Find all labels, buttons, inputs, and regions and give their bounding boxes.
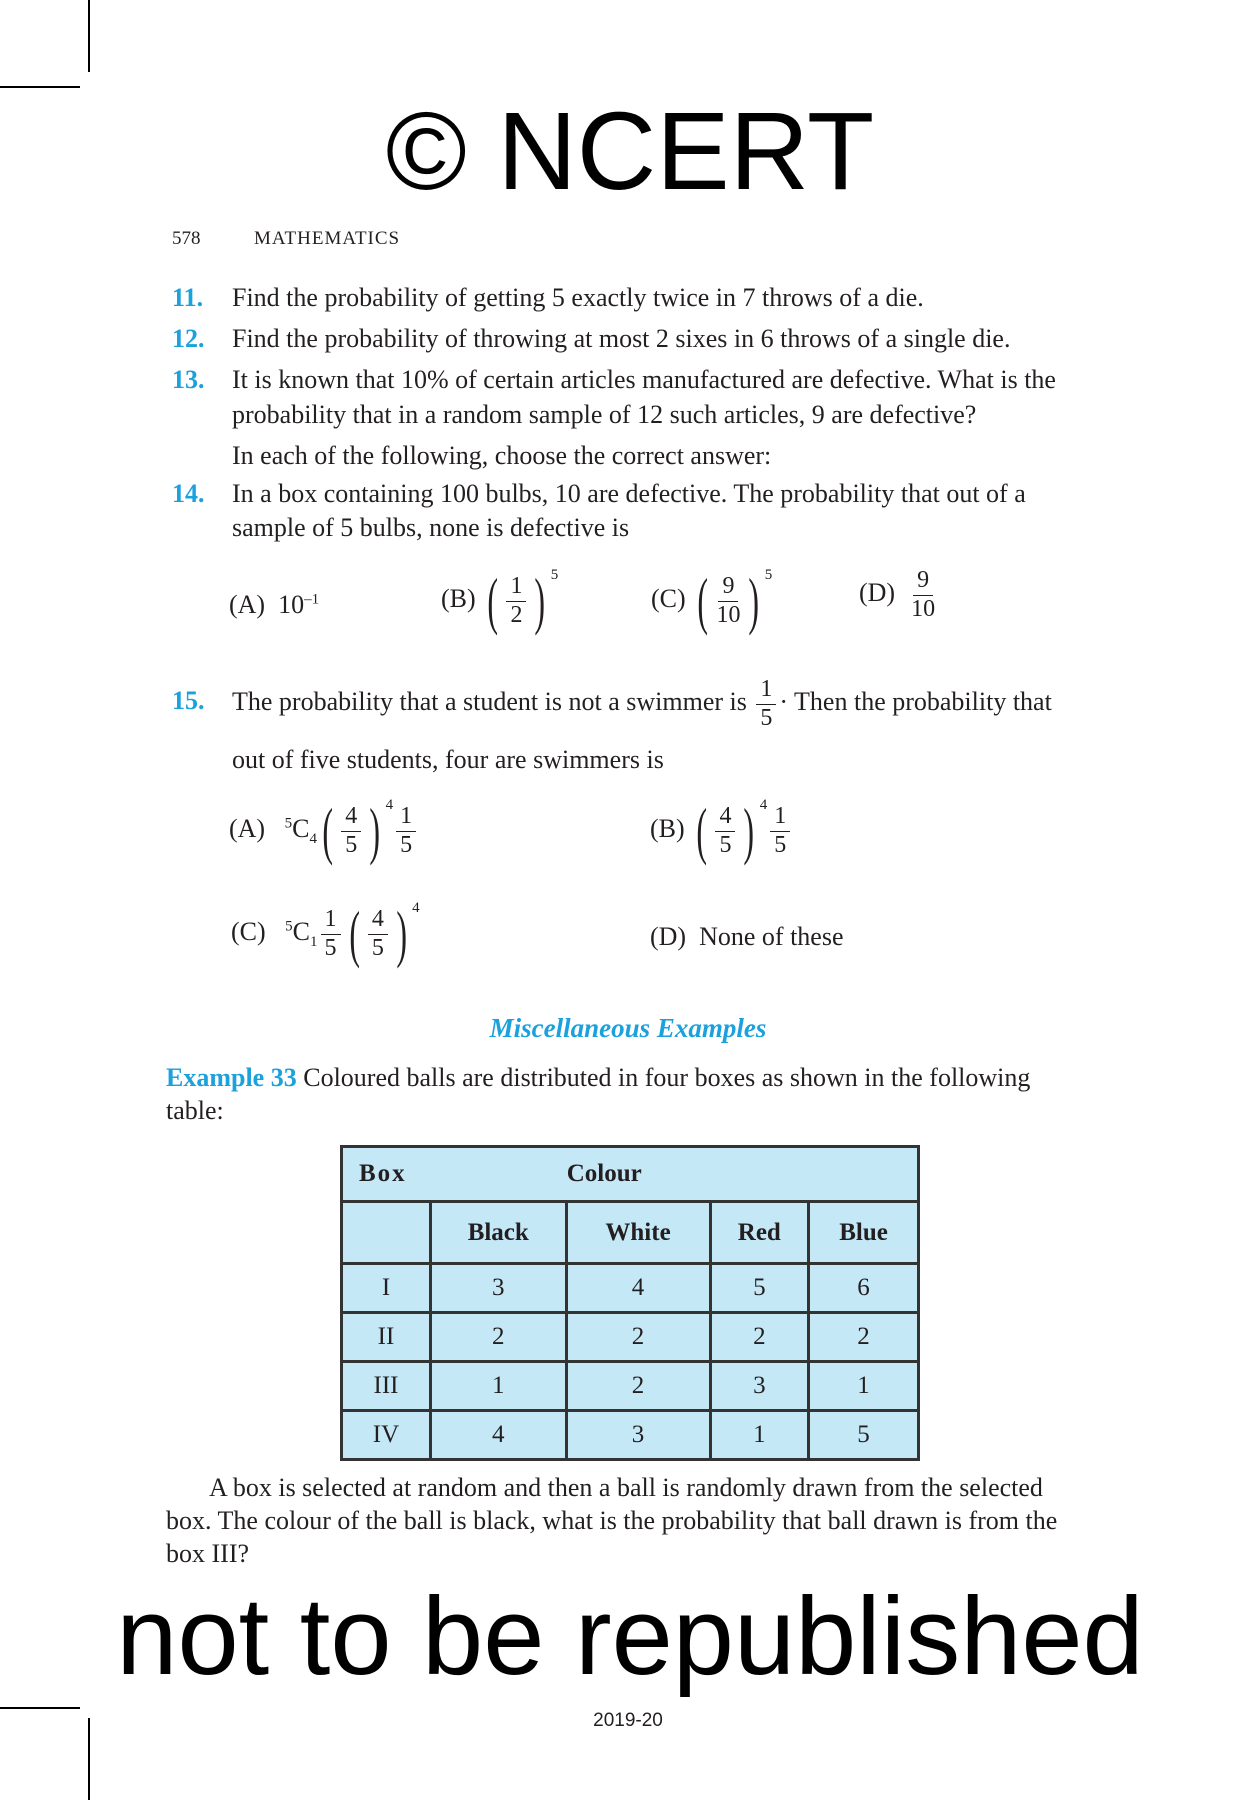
option-value: None of these — [699, 922, 844, 951]
cell: 3 — [431, 1264, 567, 1313]
question-number: 11. — [172, 283, 204, 312]
question-number: 12. — [172, 324, 205, 353]
denominator: 10 — [911, 595, 936, 622]
superscript: 5 — [284, 815, 293, 832]
option-b: (B) ( $\frac{1}{2}$ ) $^5$ — [441, 565, 559, 637]
denominator: 5 — [371, 934, 384, 961]
watermark-republished: not to be republished — [116, 1575, 1144, 1698]
question-number: 14. — [172, 479, 205, 508]
header-cell: Blue — [809, 1202, 919, 1264]
cell: 2 — [809, 1313, 919, 1362]
numerator: 1 — [756, 676, 776, 705]
question-text: Find the probability of throwing at most 2 sixes in 6 throws of a single die. — [232, 324, 1011, 353]
question-number: 13. — [172, 365, 205, 394]
question-text: Find the probability of getting 5 exactly twice in 7 throws of a die. — [232, 283, 924, 312]
combination: C — [292, 917, 311, 946]
cell: 2 — [431, 1313, 567, 1362]
cell: II — [342, 1313, 431, 1362]
cell: I — [342, 1264, 431, 1313]
numerator: 4 — [341, 803, 361, 832]
cell: 1 — [431, 1362, 567, 1411]
exponent: 5 — [550, 567, 559, 583]
table-header — [342, 1147, 919, 1202]
option-a: (A) $^5C_4$ ( $\frac{4}{5}$ ) $^4$ $\frac{1}{5}$ — [229, 797, 419, 863]
numerator: 1 — [506, 573, 526, 602]
option-c: (C) ( $\frac{9}{10}$ ) $^5$ — [651, 565, 773, 637]
example-label: Example 33 — [166, 1063, 297, 1092]
numerator: 1 — [321, 906, 341, 935]
option-c: (C) $^5C_1$ $\frac{1}{5}$ ( $\frac{4}{5}$ ) $^4$ — [231, 898, 420, 970]
section-heading: Miscellaneous Examples — [489, 1013, 767, 1043]
numerator: 4 — [715, 803, 735, 832]
cell: 4 — [566, 1264, 710, 1313]
numerator: 1 — [396, 803, 416, 832]
header-colour: Colour — [566, 1160, 642, 1187]
exponent: 4 — [412, 900, 420, 916]
cell: 3 — [710, 1362, 809, 1411]
option-label: (C) — [231, 917, 266, 946]
superscript: 5 — [285, 918, 293, 935]
question-text: It is known that 10% of certain articles manufactured are defective. What is the — [232, 365, 1056, 394]
header-cell: White — [566, 1202, 710, 1264]
option-b: (B) ( $\frac{4}{5}$ ) $^4$ $\frac{1}{5}$ — [650, 797, 793, 863]
question-text: probability that in a random sample of 12 such articles, 9 are defective? — [232, 400, 977, 429]
cell: III — [342, 1362, 431, 1411]
option-label: (B) — [441, 584, 476, 613]
option-d — [859, 567, 938, 623]
question-number: 15. — [172, 686, 205, 715]
cell: 2 — [710, 1313, 809, 1362]
denominator: 10 — [716, 601, 741, 628]
numerator: 4 — [368, 906, 388, 935]
cell: 5 — [710, 1264, 809, 1313]
watermark-ncert: © NCERT — [385, 90, 875, 213]
cell: 3 — [566, 1411, 710, 1460]
header-cell — [342, 1202, 431, 1264]
exponent: 5 — [764, 567, 773, 583]
crop-mark — [0, 86, 80, 88]
combination: C — [292, 814, 310, 843]
option-label: (D) — [859, 578, 896, 608]
numerator: 1 — [770, 803, 790, 832]
question-text: sample of 5 bulbs, none is defective is — [232, 513, 630, 542]
table-row — [342, 1264, 919, 1313]
option-d — [650, 922, 844, 952]
example-text — [166, 1063, 1030, 1093]
footer-year: 2019-20 — [593, 1710, 663, 1731]
subscript: 1 — [310, 934, 318, 951]
denominator: 5 — [345, 831, 358, 858]
header-box: Box — [359, 1160, 407, 1187]
cell: 5 — [809, 1411, 919, 1460]
cell: 6 — [809, 1264, 919, 1313]
text: · Then the probability that — [779, 687, 1052, 716]
cell: IV — [342, 1411, 431, 1460]
page-number: 578 — [172, 228, 201, 249]
option-label: (B) — [650, 814, 685, 843]
option-label: (A) — [229, 814, 266, 843]
crop-mark — [0, 1707, 80, 1709]
crop-mark — [88, 0, 90, 72]
question-text — [232, 662, 1052, 742]
header-cell: Black — [431, 1202, 567, 1264]
option-label: (A) — [229, 590, 266, 619]
option-value: 10 — [278, 590, 305, 619]
paragraph-line: box. The colour of the ball is black, what is the probability that ball drawn is from the — [166, 1506, 1058, 1535]
denominator: 2 — [510, 601, 523, 628]
paragraph-line: box III? — [166, 1539, 250, 1568]
exponent: 4 — [759, 797, 768, 813]
question-text: In a box containing 100 bulbs, 10 are defective. The probability that out of a — [232, 479, 1026, 508]
numerator: 9 — [913, 567, 933, 596]
text: The probability that a student is not a swimmer is — [232, 687, 747, 716]
header-cell: Red — [710, 1202, 809, 1264]
cell: 1 — [710, 1411, 809, 1460]
ball-distribution-table — [340, 1145, 920, 1461]
question-text: out of five students, four are swimmers is — [232, 745, 664, 774]
instruction: In each of the following, choose the correct answer: — [232, 441, 772, 470]
text: Coloured balls are distributed in four boxes as shown in the following — [296, 1063, 1031, 1092]
example-text: table: — [166, 1096, 224, 1125]
table-row — [342, 1362, 919, 1411]
table-row — [342, 1313, 919, 1362]
denominator: 5 — [400, 831, 413, 858]
denominator: 5 — [719, 831, 732, 858]
denominator: 5 — [774, 831, 787, 858]
denominator: 5 — [760, 704, 773, 731]
cell: 2 — [566, 1362, 710, 1411]
exponent: –1 — [304, 591, 320, 608]
table-row — [342, 1411, 919, 1460]
paragraph-line: A box is selected at random and then a ball is randomly drawn from the selected — [209, 1473, 1043, 1502]
option-label: (D) — [650, 922, 687, 951]
cell: 1 — [809, 1362, 919, 1411]
exponent: 4 — [385, 797, 394, 813]
cell: 2 — [566, 1313, 710, 1362]
numerator: 9 — [718, 573, 738, 602]
subscript: 4 — [309, 831, 317, 848]
denominator: 5 — [324, 934, 337, 961]
option-a — [229, 590, 319, 620]
option-label: (C) — [651, 584, 686, 613]
cell: 4 — [431, 1411, 567, 1460]
running-header: MATHEMATICS — [254, 228, 401, 249]
